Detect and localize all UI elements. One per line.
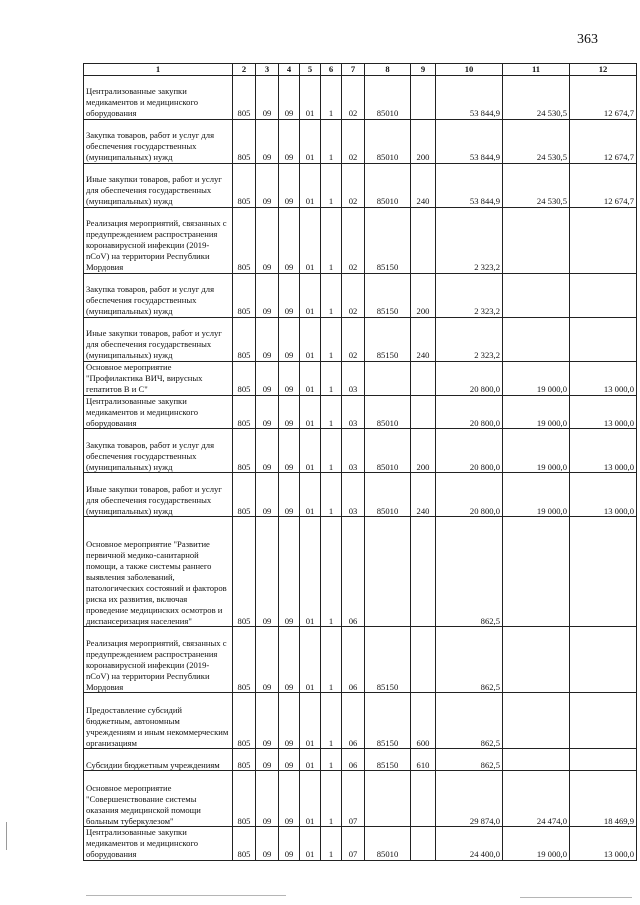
expense-type-cell: 200 <box>411 429 436 473</box>
expense-type-cell <box>411 771 436 827</box>
expense-type-cell <box>411 395 436 429</box>
ministry-code-cell: 805 <box>233 429 256 473</box>
amount-col11-cell <box>503 274 570 318</box>
expense-type-cell: 600 <box>411 693 436 749</box>
ministry-code-cell: 805 <box>233 208 256 274</box>
amount-col11-cell: 24 530,5 <box>503 76 570 120</box>
direction-code-cell: 85010 <box>365 473 411 517</box>
item-name-cell: Иные закупки товаров, работ и услуг для обеспечения государственных (муниципальных) нужд <box>84 473 233 517</box>
direction-code-cell: 85150 <box>365 318 411 362</box>
item-name-cell: Иные закупки товаров, работ и услуг для обеспечения государственных (муниципальных) нужд <box>84 164 233 208</box>
item-name-cell: Закупка товаров, работ и услуг для обеспечения государственных (муниципальных) нужд <box>84 120 233 164</box>
ministry-code-cell: 805 <box>233 164 256 208</box>
col-header: 11 <box>503 64 570 76</box>
item-name-cell: Централизованные закупки медикаментов и медицинского оборудования <box>84 827 233 861</box>
amount-col11-cell: 24 474,0 <box>503 771 570 827</box>
section-code-cell: 09 <box>256 771 279 827</box>
event-code-cell: 07 <box>342 827 365 861</box>
section-code-cell: 09 <box>256 120 279 164</box>
item-name-cell: Реализация мероприятий, связанных с предупреждением распространения коронавирусной инфекции (2019-nCoV) на территории Республики Мордовия <box>84 208 233 274</box>
table-header-row <box>84 64 637 76</box>
event-code-cell: 02 <box>342 76 365 120</box>
subsection-code-cell: 09 <box>279 318 300 362</box>
amount-col10-cell: 29 874,0 <box>436 771 503 827</box>
section-code-cell: 09 <box>256 627 279 693</box>
amount-col10-cell: 53 844,9 <box>436 120 503 164</box>
direction-code-cell: 85150 <box>365 274 411 318</box>
program-code-cell: 01 <box>300 749 321 771</box>
program-code-cell: 01 <box>300 429 321 473</box>
table-row <box>84 827 637 861</box>
amount-col11-cell: 19 000,0 <box>503 827 570 861</box>
amount-col11-cell <box>503 693 570 749</box>
table-row <box>84 627 637 693</box>
amount-col12-cell <box>570 318 637 362</box>
amount-col12-cell <box>570 693 637 749</box>
expense-type-cell <box>411 76 436 120</box>
subsection-code-cell: 09 <box>279 693 300 749</box>
event-code-cell: 02 <box>342 274 365 318</box>
program-code-cell: 01 <box>300 362 321 396</box>
direction-code-cell: 85010 <box>365 76 411 120</box>
ministry-code-cell: 805 <box>233 693 256 749</box>
scan-edge-mark <box>520 897 632 898</box>
subsection-code-cell: 09 <box>279 362 300 396</box>
col-header: 5 <box>300 64 321 76</box>
event-code-cell: 06 <box>342 693 365 749</box>
program-code-cell: 01 <box>300 318 321 362</box>
amount-col10-cell: 20 800,0 <box>436 395 503 429</box>
amount-col10-cell: 20 800,0 <box>436 362 503 396</box>
amount-col12-cell: 12 674,7 <box>570 164 637 208</box>
amount-col12-cell: 13 000,0 <box>570 395 637 429</box>
subsection-code-cell: 09 <box>279 76 300 120</box>
expense-type-cell: 200 <box>411 120 436 164</box>
table-row <box>84 362 637 396</box>
direction-code-cell: 85150 <box>365 627 411 693</box>
item-name-cell: Основное мероприятие "Профилактика ВИЧ, вирусных гепатитов В и С" <box>84 362 233 396</box>
amount-col11-cell: 24 530,5 <box>503 120 570 164</box>
amount-col12-cell <box>570 274 637 318</box>
table-row <box>84 76 637 120</box>
expense-type-cell <box>411 517 436 627</box>
col-header: 3 <box>256 64 279 76</box>
item-name-cell: Закупка товаров, работ и услуг для обеспечения государственных (муниципальных) нужд <box>84 429 233 473</box>
subprogram-code-cell: 1 <box>321 120 342 164</box>
subprogram-code-cell: 1 <box>321 76 342 120</box>
program-code-cell: 01 <box>300 693 321 749</box>
amount-col11-cell <box>503 517 570 627</box>
table-row <box>84 318 637 362</box>
subsection-code-cell: 09 <box>279 517 300 627</box>
table-row <box>84 274 637 318</box>
section-code-cell: 09 <box>256 76 279 120</box>
direction-code-cell <box>365 517 411 627</box>
col-header: 6 <box>321 64 342 76</box>
subprogram-code-cell: 1 <box>321 749 342 771</box>
subprogram-code-cell: 1 <box>321 771 342 827</box>
col-header: 10 <box>436 64 503 76</box>
direction-code-cell: 85010 <box>365 395 411 429</box>
table-body <box>84 76 637 861</box>
subsection-code-cell: 09 <box>279 473 300 517</box>
amount-col11-cell: 19 000,0 <box>503 395 570 429</box>
direction-code-cell: 85150 <box>365 693 411 749</box>
table-row <box>84 164 637 208</box>
subprogram-code-cell: 1 <box>321 429 342 473</box>
direction-code-cell: 85010 <box>365 120 411 164</box>
item-name-cell: Субсидии бюджетным учреждениям <box>84 749 233 771</box>
subprogram-code-cell: 1 <box>321 827 342 861</box>
item-name-cell: Централизованные закупки медикаментов и медицинского оборудования <box>84 395 233 429</box>
amount-col10-cell: 2 323,2 <box>436 318 503 362</box>
direction-code-cell: 85010 <box>365 164 411 208</box>
page-number: 363 <box>577 32 598 47</box>
ministry-code-cell: 805 <box>233 517 256 627</box>
event-code-cell: 02 <box>342 208 365 274</box>
subprogram-code-cell: 1 <box>321 517 342 627</box>
event-code-cell: 03 <box>342 395 365 429</box>
direction-code-cell: 85150 <box>365 749 411 771</box>
subsection-code-cell: 09 <box>279 164 300 208</box>
subprogram-code-cell: 1 <box>321 693 342 749</box>
expense-type-cell <box>411 827 436 861</box>
event-code-cell: 02 <box>342 120 365 164</box>
table-row <box>84 429 637 473</box>
col-header: 4 <box>279 64 300 76</box>
scan-edge-mark <box>86 895 286 896</box>
item-name-cell: Основное мероприятие "Развитие первичной медико-санитарной помощи, а также системы раннего выявления заболеваний, патологических состояний и факторов риска их развития, включая проведение медицинских осмотров и диспансеризация населения" <box>84 517 233 627</box>
subsection-code-cell: 09 <box>279 749 300 771</box>
amount-col12-cell: 13 000,0 <box>570 827 637 861</box>
event-code-cell: 06 <box>342 517 365 627</box>
subprogram-code-cell: 1 <box>321 208 342 274</box>
table-row <box>84 473 637 517</box>
amount-col11-cell <box>503 208 570 274</box>
section-code-cell: 09 <box>256 473 279 517</box>
expense-type-cell: 200 <box>411 274 436 318</box>
amount-col11-cell: 19 000,0 <box>503 362 570 396</box>
item-name-cell: Закупка товаров, работ и услуг для обеспечения государственных (муниципальных) нужд <box>84 274 233 318</box>
amount-col12-cell: 13 000,0 <box>570 473 637 517</box>
amount-col10-cell: 862,5 <box>436 693 503 749</box>
program-code-cell: 01 <box>300 164 321 208</box>
ministry-code-cell: 805 <box>233 362 256 396</box>
subsection-code-cell: 09 <box>279 274 300 318</box>
expense-type-cell <box>411 627 436 693</box>
subprogram-code-cell: 1 <box>321 318 342 362</box>
subprogram-code-cell: 1 <box>321 362 342 396</box>
amount-col10-cell: 24 400,0 <box>436 827 503 861</box>
program-code-cell: 01 <box>300 473 321 517</box>
scan-edge-mark <box>6 822 7 850</box>
subprogram-code-cell: 1 <box>321 164 342 208</box>
amount-col10-cell: 2 323,2 <box>436 208 503 274</box>
section-code-cell: 09 <box>256 429 279 473</box>
section-code-cell: 09 <box>256 749 279 771</box>
program-code-cell: 01 <box>300 827 321 861</box>
section-code-cell: 09 <box>256 164 279 208</box>
subsection-code-cell: 09 <box>279 120 300 164</box>
col-header: 8 <box>365 64 411 76</box>
amount-col11-cell: 19 000,0 <box>503 429 570 473</box>
amount-col10-cell: 862,5 <box>436 517 503 627</box>
col-header: 7 <box>342 64 365 76</box>
col-header: 1 <box>84 64 233 76</box>
amount-col10-cell: 2 323,2 <box>436 274 503 318</box>
amount-col12-cell: 18 469,9 <box>570 771 637 827</box>
direction-code-cell: 85010 <box>365 827 411 861</box>
amount-col11-cell <box>503 318 570 362</box>
amount-col10-cell: 862,5 <box>436 749 503 771</box>
ministry-code-cell: 805 <box>233 395 256 429</box>
amount-col10-cell: 53 844,9 <box>436 76 503 120</box>
section-code-cell: 09 <box>256 362 279 396</box>
subprogram-code-cell: 1 <box>321 473 342 517</box>
section-code-cell: 09 <box>256 517 279 627</box>
section-code-cell: 09 <box>256 274 279 318</box>
ministry-code-cell: 805 <box>233 749 256 771</box>
col-header: 2 <box>233 64 256 76</box>
item-name-cell: Иные закупки товаров, работ и услуг для обеспечения государственных (муниципальных) нужд <box>84 318 233 362</box>
direction-code-cell <box>365 362 411 396</box>
table-row <box>84 749 637 771</box>
amount-col12-cell <box>570 749 637 771</box>
section-code-cell: 09 <box>256 318 279 362</box>
event-code-cell: 06 <box>342 749 365 771</box>
amount-col10-cell: 862,5 <box>436 627 503 693</box>
section-code-cell: 09 <box>256 208 279 274</box>
subprogram-code-cell: 1 <box>321 627 342 693</box>
amount-col12-cell: 12 674,7 <box>570 76 637 120</box>
program-code-cell: 01 <box>300 120 321 164</box>
ministry-code-cell: 805 <box>233 827 256 861</box>
direction-code-cell: 85150 <box>365 208 411 274</box>
program-code-cell: 01 <box>300 627 321 693</box>
ministry-code-cell: 805 <box>233 76 256 120</box>
subsection-code-cell: 09 <box>279 771 300 827</box>
program-code-cell: 01 <box>300 395 321 429</box>
subprogram-code-cell: 1 <box>321 395 342 429</box>
direction-code-cell <box>365 771 411 827</box>
ministry-code-cell: 805 <box>233 120 256 164</box>
amount-col12-cell <box>570 208 637 274</box>
item-name-cell: Реализация мероприятий, связанных с предупреждением распространения коронавирусной инфекции (2019-nCoV) на территории Республики Мордовия <box>84 627 233 693</box>
subprogram-code-cell: 1 <box>321 274 342 318</box>
amount-col11-cell <box>503 627 570 693</box>
direction-code-cell: 85010 <box>365 429 411 473</box>
expense-type-cell <box>411 362 436 396</box>
amount-col12-cell: 13 000,0 <box>570 429 637 473</box>
table-row <box>84 517 637 627</box>
subsection-code-cell: 09 <box>279 627 300 693</box>
subsection-code-cell: 09 <box>279 208 300 274</box>
event-code-cell: 02 <box>342 318 365 362</box>
ministry-code-cell: 805 <box>233 318 256 362</box>
event-code-cell: 03 <box>342 473 365 517</box>
table-row <box>84 120 637 164</box>
expense-type-cell: 610 <box>411 749 436 771</box>
table-row <box>84 693 637 749</box>
program-code-cell: 01 <box>300 517 321 627</box>
amount-col10-cell: 20 800,0 <box>436 473 503 517</box>
ministry-code-cell: 805 <box>233 473 256 517</box>
col-header: 12 <box>570 64 637 76</box>
program-code-cell: 01 <box>300 208 321 274</box>
table-row <box>84 208 637 274</box>
ministry-code-cell: 805 <box>233 771 256 827</box>
event-code-cell: 06 <box>342 627 365 693</box>
item-name-cell: Предоставление субсидий бюджетным, автономным учреждениям и иным некоммерческим организациям <box>84 693 233 749</box>
amount-col11-cell <box>503 749 570 771</box>
ministry-code-cell: 805 <box>233 274 256 318</box>
section-code-cell: 09 <box>256 395 279 429</box>
section-code-cell: 09 <box>256 827 279 861</box>
amount-col12-cell <box>570 627 637 693</box>
expense-type-cell: 240 <box>411 473 436 517</box>
item-name-cell: Централизованные закупки медикаментов и медицинского оборудования <box>84 76 233 120</box>
subsection-code-cell: 09 <box>279 429 300 473</box>
table-row <box>84 395 637 429</box>
section-code-cell: 09 <box>256 693 279 749</box>
budget-table <box>83 63 637 861</box>
amount-col10-cell: 20 800,0 <box>436 429 503 473</box>
amount-col12-cell: 13 000,0 <box>570 362 637 396</box>
ministry-code-cell: 805 <box>233 627 256 693</box>
item-name-cell: Основное мероприятие "Совершенствование системы оказания медицинской помощи больным туберкулезом" <box>84 771 233 827</box>
expense-type-cell: 240 <box>411 164 436 208</box>
program-code-cell: 01 <box>300 76 321 120</box>
amount-col10-cell: 53 844,9 <box>436 164 503 208</box>
event-code-cell: 03 <box>342 429 365 473</box>
amount-col12-cell: 12 674,7 <box>570 120 637 164</box>
amount-col11-cell: 19 000,0 <box>503 473 570 517</box>
expense-type-cell <box>411 208 436 274</box>
subsection-code-cell: 09 <box>279 827 300 861</box>
program-code-cell: 01 <box>300 274 321 318</box>
expense-type-cell: 240 <box>411 318 436 362</box>
event-code-cell: 02 <box>342 164 365 208</box>
subsection-code-cell: 09 <box>279 395 300 429</box>
event-code-cell: 03 <box>342 362 365 396</box>
amount-col12-cell <box>570 517 637 627</box>
amount-col11-cell: 24 530,5 <box>503 164 570 208</box>
table-row <box>84 771 637 827</box>
event-code-cell: 07 <box>342 771 365 827</box>
col-header: 9 <box>411 64 436 76</box>
program-code-cell: 01 <box>300 771 321 827</box>
